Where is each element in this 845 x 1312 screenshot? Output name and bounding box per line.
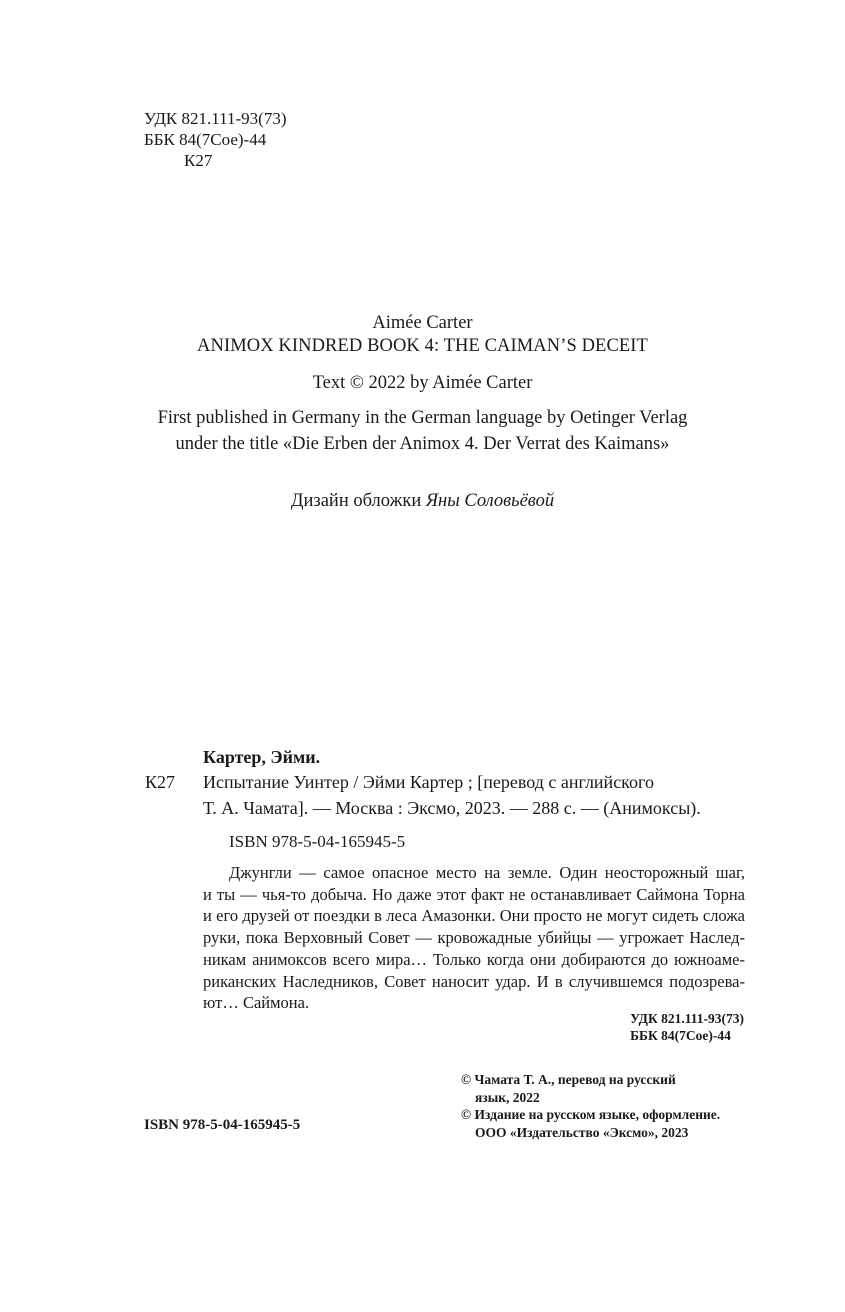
annotation-line: ют… Саймона. bbox=[203, 993, 310, 1013]
annotation bbox=[203, 862, 745, 1014]
annotation-line: и ты — чья-то добыча. Но даже этот факт не останавливает Саймона Торна bbox=[203, 884, 745, 904]
annotation-line: риканских Наследников, Совет наносит удар. И в случившемся подозрева- bbox=[203, 971, 745, 991]
author-mark: К27 bbox=[184, 151, 213, 170]
bbk-code: ББК 84(7Сое)-44 bbox=[630, 1028, 731, 1043]
first-published-line: First published in Germany in the German language by Oetinger Verlag bbox=[157, 408, 688, 428]
annotation-line: Джунгли — самое опасное место на земле. Один неосторожный шаг, bbox=[229, 863, 745, 882]
original-copyright: Text © 2022 by Aimée Carter bbox=[312, 373, 533, 393]
first-published-line: under the title «Die Erben der Animox 4. Der Verrat des Kaimans» bbox=[175, 434, 670, 454]
catalog-isbn: ISBN 978-5-04-165945-5 bbox=[229, 832, 406, 851]
original-title: ANIMOX KINDRED BOOK 4: THE CAIMAN’S DECEIT bbox=[197, 336, 648, 356]
cover-designer-name: Яны Соловьёвой bbox=[425, 491, 555, 511]
header-classification bbox=[144, 108, 286, 171]
udk-code: УДК 821.111-93(73) bbox=[144, 109, 287, 128]
udk-code: УДК 821.111-93(73) bbox=[630, 1011, 744, 1026]
catalog-entry-line: Т. А. Чамата]. — Москва : Эксмо, 2023. — 288 с. — (Анимоксы). bbox=[203, 798, 701, 818]
annotation-line: руки, пока Верховный Совет — кровожадные убийцы — угрожает Наслед- bbox=[203, 928, 745, 948]
bbk-code: ББК 84(7Сое)-44 bbox=[144, 130, 267, 149]
catalog-author: Картер, Эйми. bbox=[203, 747, 321, 767]
annotation-line: никам анимоксов всего мира… Только когда они добираются до южноаме- bbox=[203, 949, 745, 969]
translation-copyright: © Чамата Т. А., перевод на русский bbox=[461, 1072, 676, 1087]
catalog-entry-line: Испытание Уинтер / Эйми Картер ; [перевод с английского bbox=[203, 772, 654, 792]
copyright-block bbox=[461, 1071, 720, 1141]
edition-copyright-cont: ООО «Издательство «Эксмо», 2023 bbox=[475, 1124, 689, 1140]
edition-copyright: © Издание на русском языке, оформление. bbox=[461, 1107, 721, 1122]
footer-isbn: ISBN 978-5-04-165945-5 bbox=[144, 1117, 301, 1133]
annotation-line: и его друзей от поездки в леса Амазонки. Они просто не могут сидеть сложа bbox=[203, 906, 745, 926]
catalog-code: К27 bbox=[145, 772, 176, 792]
first-published-note bbox=[0, 405, 845, 457]
cover-design-prefix: Дизайн обложки bbox=[290, 491, 422, 511]
translation-copyright-cont: язык, 2022 bbox=[475, 1089, 540, 1105]
original-author: Aimée Carter bbox=[372, 313, 473, 333]
cover-design-credit bbox=[0, 489, 845, 513]
bottom-classification bbox=[630, 1010, 744, 1044]
